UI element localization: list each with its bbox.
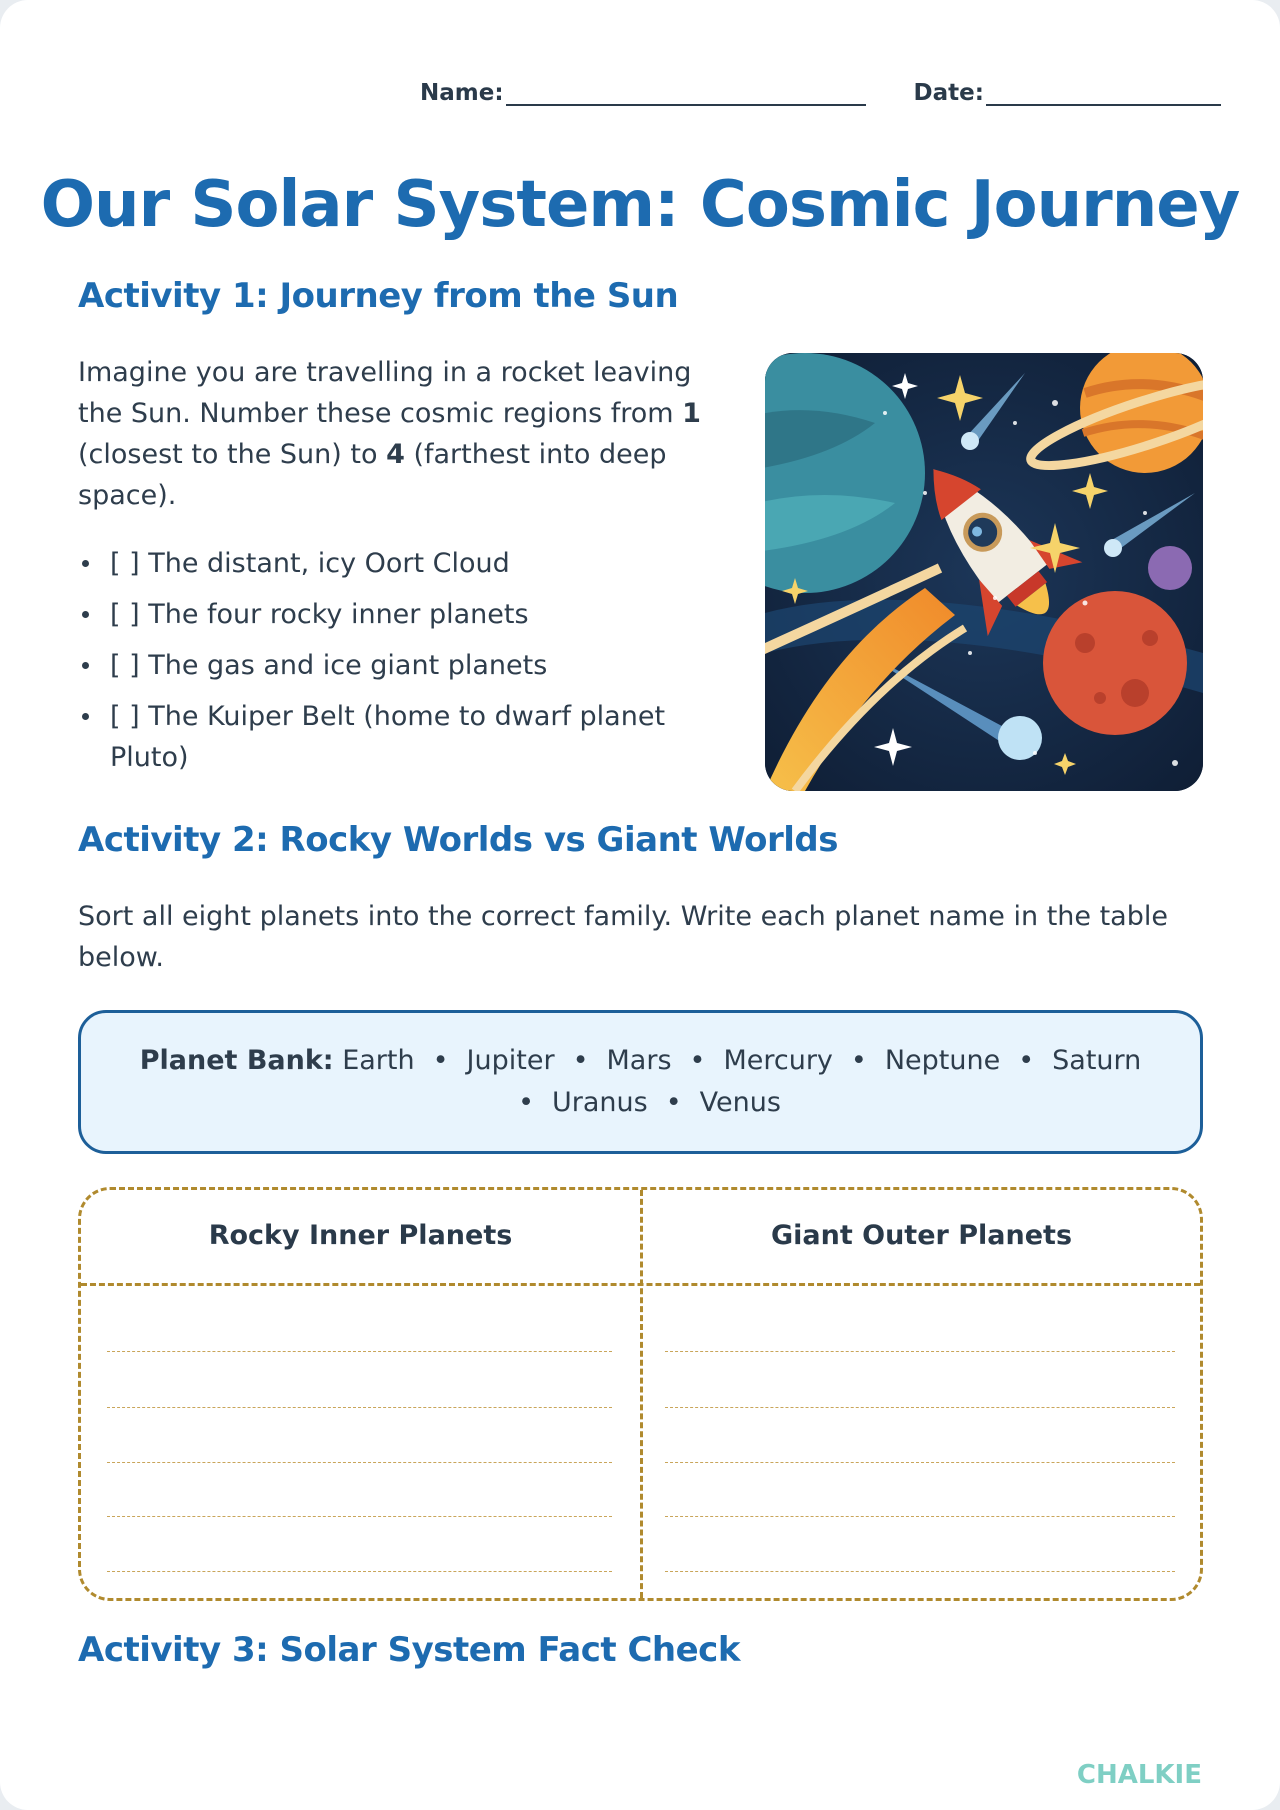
header-fields	[420, 80, 1202, 106]
planet-bank	[78, 1010, 1203, 1154]
rocky-write-line[interactable]	[107, 1351, 612, 1352]
ordering-item-rocky-planets[interactable]: [ ] The four rocky inner planets	[78, 594, 718, 635]
page-title: Our Solar System: Cosmic Journey	[40, 168, 1240, 242]
planet-bank-label: Planet Bank:	[139, 1045, 334, 1076]
planet-bank-item: Saturn	[1052, 1045, 1142, 1076]
intro-text-1: Imagine you are travelling in a rocket leaving the Sun. Number these cosmic regions from	[78, 357, 692, 429]
bullet-separator: •	[665, 1087, 682, 1118]
rocky-column-header: Rocky Inner Planets	[208, 1220, 513, 1251]
activity-2-heading: Activity 2: Rocky Worlds vs Giant Worlds	[78, 820, 839, 860]
bullet-separator: •	[432, 1045, 449, 1076]
rocket-scene-svg	[765, 353, 1203, 791]
header-divider	[81, 1283, 1200, 1286]
planet-bank-item: Earth	[342, 1045, 415, 1076]
giant-write-line[interactable]	[665, 1516, 1175, 1517]
activity-1-heading: Activity 1: Journey from the Sun	[78, 276, 679, 316]
name-label: Name:	[420, 80, 504, 106]
date-line[interactable]	[986, 80, 1221, 106]
bullet-separator: •	[518, 1087, 534, 1118]
space-illustration	[765, 353, 1203, 791]
ordering-item-giant-planets[interactable]: [ ] The gas and ice giant planets	[78, 645, 718, 686]
activity-3-heading: Activity 3: Solar System Fact Check	[78, 1630, 740, 1670]
intro-text-2: (closest to the Sun) to	[78, 439, 387, 470]
planet-bank-item: Mercury	[723, 1045, 833, 1076]
rocky-write-line[interactable]	[107, 1407, 612, 1408]
giant-column-header: Giant Outer Planets	[770, 1220, 1073, 1251]
red-planet-icon	[1043, 591, 1187, 735]
giant-write-line[interactable]	[665, 1351, 1175, 1352]
bullet-separator: •	[572, 1045, 589, 1076]
planet-bank-item: Venus	[699, 1087, 781, 1118]
planet-bank-item: Neptune	[884, 1045, 1001, 1076]
intro-number-1: 1	[682, 398, 701, 429]
rocky-write-line[interactable]	[107, 1516, 612, 1517]
giant-write-line[interactable]	[665, 1571, 1175, 1572]
intro-number-4: 4	[386, 439, 405, 470]
bullet-separator: •	[1018, 1045, 1035, 1076]
activity-2-instructions: Sort all eight planets into the correct family. Write each planet name in the table below.	[78, 901, 1168, 973]
giant-write-line[interactable]	[665, 1407, 1175, 1408]
ordering-list	[78, 543, 718, 788]
bullet-separator: •	[850, 1045, 867, 1076]
purple-planet-icon	[1148, 546, 1192, 590]
rocky-write-line[interactable]	[107, 1462, 612, 1463]
bullet-separator: •	[689, 1045, 706, 1076]
brand-logo: CHALKIE	[1076, 1760, 1202, 1790]
ordering-item-oort-cloud[interactable]: [ ] The distant, icy Oort Cloud	[78, 543, 718, 584]
column-divider	[640, 1190, 643, 1598]
planet-bank-item: Jupiter	[466, 1045, 555, 1076]
ordering-item-kuiper-belt[interactable]: [ ] The Kuiper Belt (home to dwarf planet Pluto)	[78, 696, 718, 778]
activity-1-intro	[78, 352, 738, 516]
date-field[interactable]	[914, 80, 1221, 106]
intro-text-3: (farthest into deep space).	[78, 439, 667, 511]
name-field[interactable]	[420, 80, 866, 106]
rocky-write-line[interactable]	[107, 1571, 612, 1572]
date-label: Date:	[913, 80, 984, 106]
planet-bank-item: Mars	[606, 1045, 672, 1076]
giant-write-line[interactable]	[665, 1462, 1175, 1463]
planet-bank-item: Uranus	[552, 1087, 648, 1118]
planet-sort-table	[78, 1187, 1203, 1601]
name-line[interactable]	[506, 80, 866, 106]
